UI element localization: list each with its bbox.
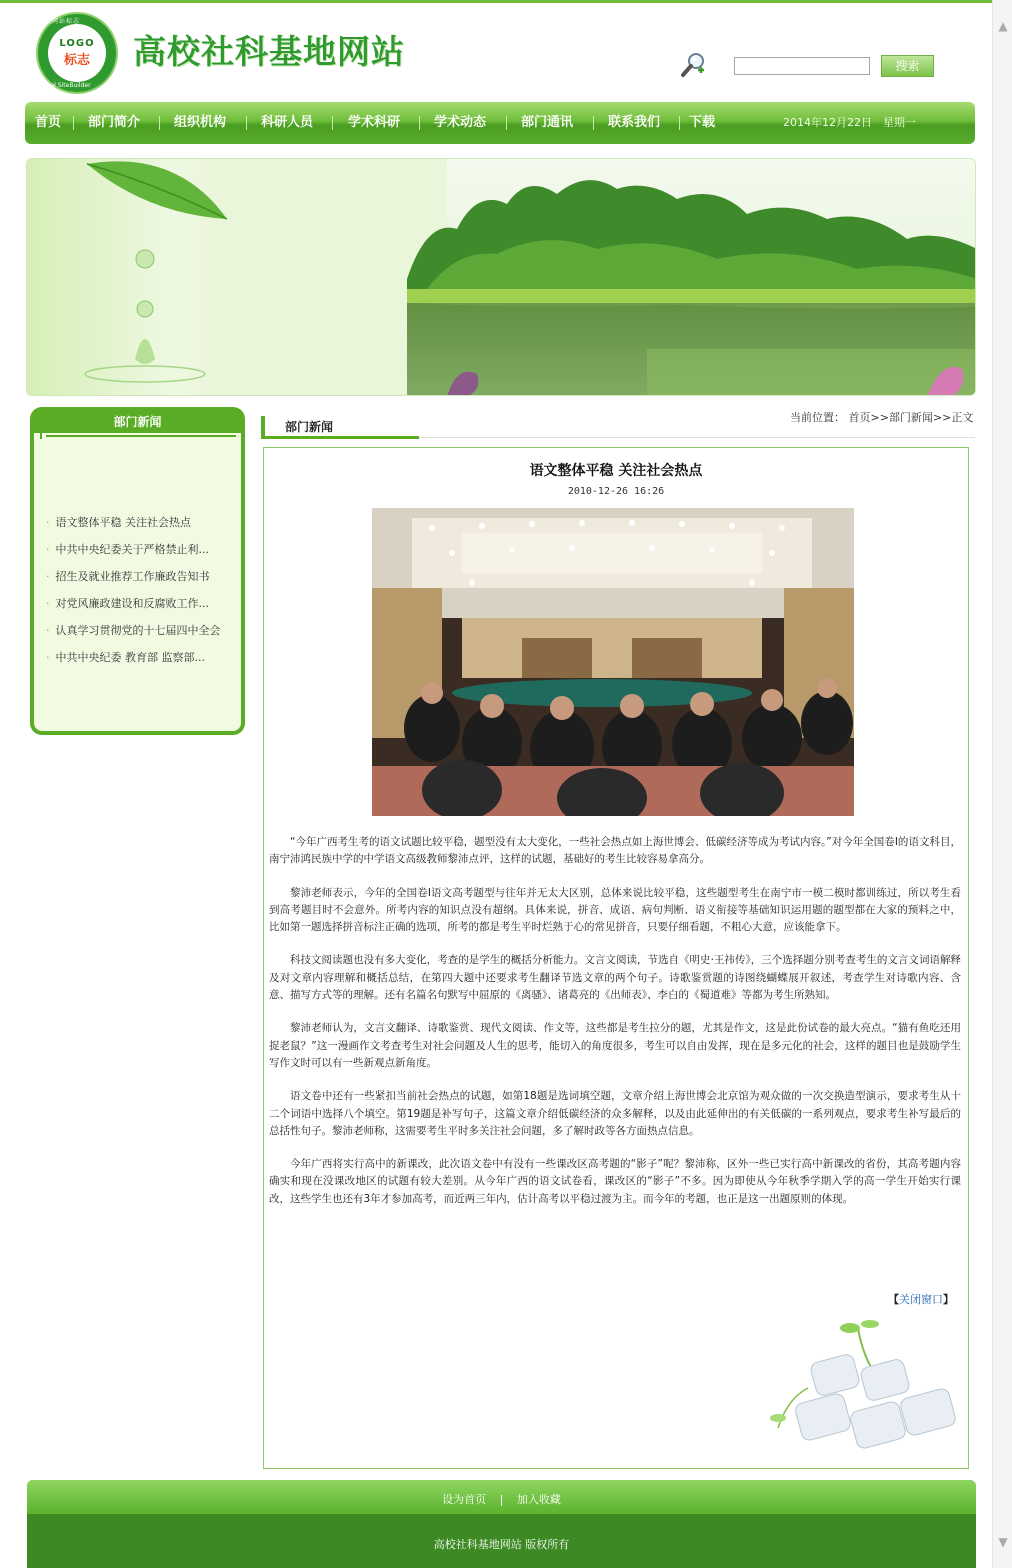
top-accent-line xyxy=(0,0,992,3)
sidebar-news-label: 中共中央纪委 教育部 监察部... xyxy=(55,651,205,664)
section-divider xyxy=(419,437,975,438)
sidebar-news xyxy=(30,407,245,735)
logo-text: LOGO xyxy=(59,38,95,49)
search-input[interactable] xyxy=(734,57,870,75)
breadcrumb-label: 当前位置： xyxy=(790,411,845,424)
article-paragraph: 语文卷中还有一些紧扣当前社会热点的试题，如第18题是选词填空题，文章介绍上海世博会北京馆为观众做的一次交换造型演示，要求考生从十二个词语中选择八个填空。第19题是补写句子，这篇文章介绍低碳经济的众多解释，以及由此延伸出的有关低碳的一系列观点，要求考生补写最后的总括性句子。黎沛老师称，这需要考生平时多关注社会问题，多了解时政等各方面热点信息。 xyxy=(269,1090,961,1137)
search-button[interactable]: 搜索 xyxy=(881,55,934,77)
article-paragraph: 今年广西将实行高中的新课改，此次语文卷中有没有一些课改区高考题的“影子”呢？黎沛称，区外一些已实行高中新课改的省份，其高考题内容确实和现在没课改地区的试题有较大差别。从今年广西的语文试卷看，课改区的“影子”不多。因为即使从今年秋季学期入学的高一学生开始实行课改，这些学生也还有3年才参加高考，而近两三年内，估计高考以平稳过渡为主。而今年的考题，也正是这一出题原则的体现。 xyxy=(269,1158,961,1205)
breadcrumb-home[interactable]: 首页 xyxy=(848,411,871,424)
nav-separator xyxy=(506,116,507,130)
site-title: 高校社科基地网站 xyxy=(133,32,405,71)
article-photo xyxy=(372,508,854,816)
article-date: 2010-12-26 16:26 xyxy=(567,486,665,497)
close-window-link[interactable] xyxy=(888,1291,954,1307)
article-paragraph: 黎沛老师表示，今年的全国卷Ⅰ语文高考题型与往年并无太大区别，总体来说比较平稳，这些题型考生在南宁市一模二模时都训练过，所以考生看到高考题目时不会意外。所考内容的知识点没有超纲。具体来说，拼音、成语、病句判断、语义衔接等基础知识运用题的题型都在大家的预料之中，比如第一题选择拼音标注正确的选项，所考的都是考生平时烂熟于心的常见拼音，只要仔细看题，不粗心大意，应该能拿下。 xyxy=(269,886,961,934)
nav-separator xyxy=(419,116,420,130)
sidebar-title-underline xyxy=(46,435,236,437)
bracket-open: 【 xyxy=(888,1293,899,1306)
nav-item-newsletter[interactable]: 部门通讯 xyxy=(521,115,574,130)
nav-item-research[interactable]: 学术科研 xyxy=(348,115,401,130)
sidebar-news-item[interactable] xyxy=(46,563,221,590)
sidebar-news-item[interactable] xyxy=(46,590,221,617)
set-homepage-link[interactable]: 设为首页 xyxy=(442,1493,487,1506)
nav-item-academic-news[interactable]: 学术动态 xyxy=(434,115,487,130)
sidebar-news-label: 认真学习贯彻党的十七届四中全会 xyxy=(55,624,221,637)
sidebar-news-item[interactable] xyxy=(46,644,221,671)
breadcrumb-current: 正文 xyxy=(951,411,974,424)
logo-sub: 标志 xyxy=(63,53,90,68)
sidebar-news-label: 中共中央纪委关于严格禁止利... xyxy=(55,543,209,556)
sidebar-news-label: 招生及就业推荐工作廉政告知书 xyxy=(55,570,210,583)
magnifier-icon xyxy=(680,50,708,80)
bullet-icon: · xyxy=(46,570,50,583)
banner-image xyxy=(26,158,976,396)
copyright: 高校社科基地网站 版权所有 xyxy=(433,1538,570,1551)
article-paragraph: 黎沛老师认为，文言文翻译、诗歌鉴赏、现代文阅读、作文等，这些都是考生拉分的题，尤其是作文，这是此份试卷的最大亮点。“猫有鱼吃还用捉老鼠？”这一漫画作文考查考生对社会问题及人生的思考，能切入的角度很多，考生可以自由发挥，现在是多元化的社会，这样的题目也是鼓励学生写作文时可以有一些新观点新角度。 xyxy=(269,1022,961,1069)
nav-separator xyxy=(73,116,74,130)
banner-landscape xyxy=(27,159,976,396)
keyboard-sprout-decoration xyxy=(718,1318,968,1468)
article-title: 语文整体平稳 关注社会热点 xyxy=(529,463,703,479)
nav-item-contact[interactable]: 联系我们 xyxy=(608,115,661,130)
section-title-marker xyxy=(261,416,265,438)
nav-separator xyxy=(593,116,594,130)
nav-separator xyxy=(159,116,160,130)
article-paragraph: 科技文阅读题也没有多大变化，考查的是学生的概括分析能力。文言文阅读，节选自《明史·王祎传》，三个选择题分别考查考生的文言文词语解释及对文章内容理解和概括总结，在第四大题中还要求考生翻译节选文章的两个句子。诗歌鉴赏题的诗图绕蝴蝶展开叙述，考查学生对诗歌内容、含意、描写方式等的理解。还有名篇名句默写中屈原的《离骚》、诸葛亮的《出师表》、李白的《蜀道难》等都为考生所熟知。 xyxy=(269,954,961,1002)
chevron-down-icon[interactable]: ▼ xyxy=(998,1535,1008,1549)
footer xyxy=(27,1480,976,1568)
bullet-icon: · xyxy=(46,624,50,637)
bullet-icon: · xyxy=(46,516,50,529)
sidebar-news-item[interactable] xyxy=(46,617,221,644)
bullet-icon: · xyxy=(46,651,50,664)
add-favorite-link[interactable]: 加入收藏 xyxy=(516,1493,561,1506)
nav-separator xyxy=(679,116,680,130)
breadcrumb xyxy=(790,409,973,425)
main-nav xyxy=(25,102,975,144)
bullet-icon: · xyxy=(46,543,50,556)
current-date: 2014年12月22日 星期一 xyxy=(783,116,916,129)
breadcrumb-section[interactable]: 部门新闻 xyxy=(888,411,933,424)
breadcrumb-separator: >> xyxy=(932,411,952,424)
sidebar-news-list xyxy=(46,509,221,671)
site-logo[interactable] xyxy=(38,14,116,92)
sidebar-news-label: 语文整体平稳 关注社会热点 xyxy=(55,516,191,529)
footer-links xyxy=(27,1480,976,1520)
section-title-underline xyxy=(261,436,419,439)
logo-ring-bottom: Visual SiteBuilder xyxy=(38,82,91,89)
nav-item-organization[interactable]: 组织机构 xyxy=(174,115,227,130)
nav-separator xyxy=(332,116,333,130)
chevron-up-icon[interactable]: ▲ xyxy=(998,19,1008,33)
logo-ring-top: 高校网站标志 xyxy=(38,18,81,25)
article-body xyxy=(269,834,961,1224)
nav-item-researchers[interactable]: 科研人员 xyxy=(261,115,314,130)
sidebar-news-label: 对党风廉政建设和反腐败工作... xyxy=(55,597,209,610)
nav-item-about[interactable]: 部门简介 xyxy=(88,115,141,130)
sidebar-news-item[interactable] xyxy=(46,509,221,536)
sidebar-news-item[interactable] xyxy=(46,536,221,563)
nav-item-download[interactable]: 下载 xyxy=(689,115,716,130)
footer-separator: | xyxy=(499,1493,504,1506)
vertical-scrollbar[interactable] xyxy=(992,0,1012,1568)
close-window-label: 关闭窗口 xyxy=(899,1293,943,1306)
bullet-icon: · xyxy=(46,597,50,610)
section-title: 部门新闻 xyxy=(285,420,334,434)
sidebar-title: 部门新闻 xyxy=(34,411,241,433)
breadcrumb-separator: >> xyxy=(870,411,889,424)
nav-separator xyxy=(246,116,247,130)
logo-badge xyxy=(48,24,106,82)
nav-item-home[interactable]: 首页 xyxy=(35,115,62,130)
bracket-close: 】 xyxy=(943,1293,954,1306)
article-paragraph: “今年广西考生考的语文试题比较平稳，题型没有太大变化，一些社会热点如上海世博会、低碳经济等成为考试内容。”对今年全国卷Ⅰ的语文科目，南宁沛鸿民族中学的中学语文高级教师黎沛点评，这样的试题，基础好的考生比较容易拿高分。 xyxy=(269,836,961,866)
article-panel xyxy=(263,447,969,1469)
